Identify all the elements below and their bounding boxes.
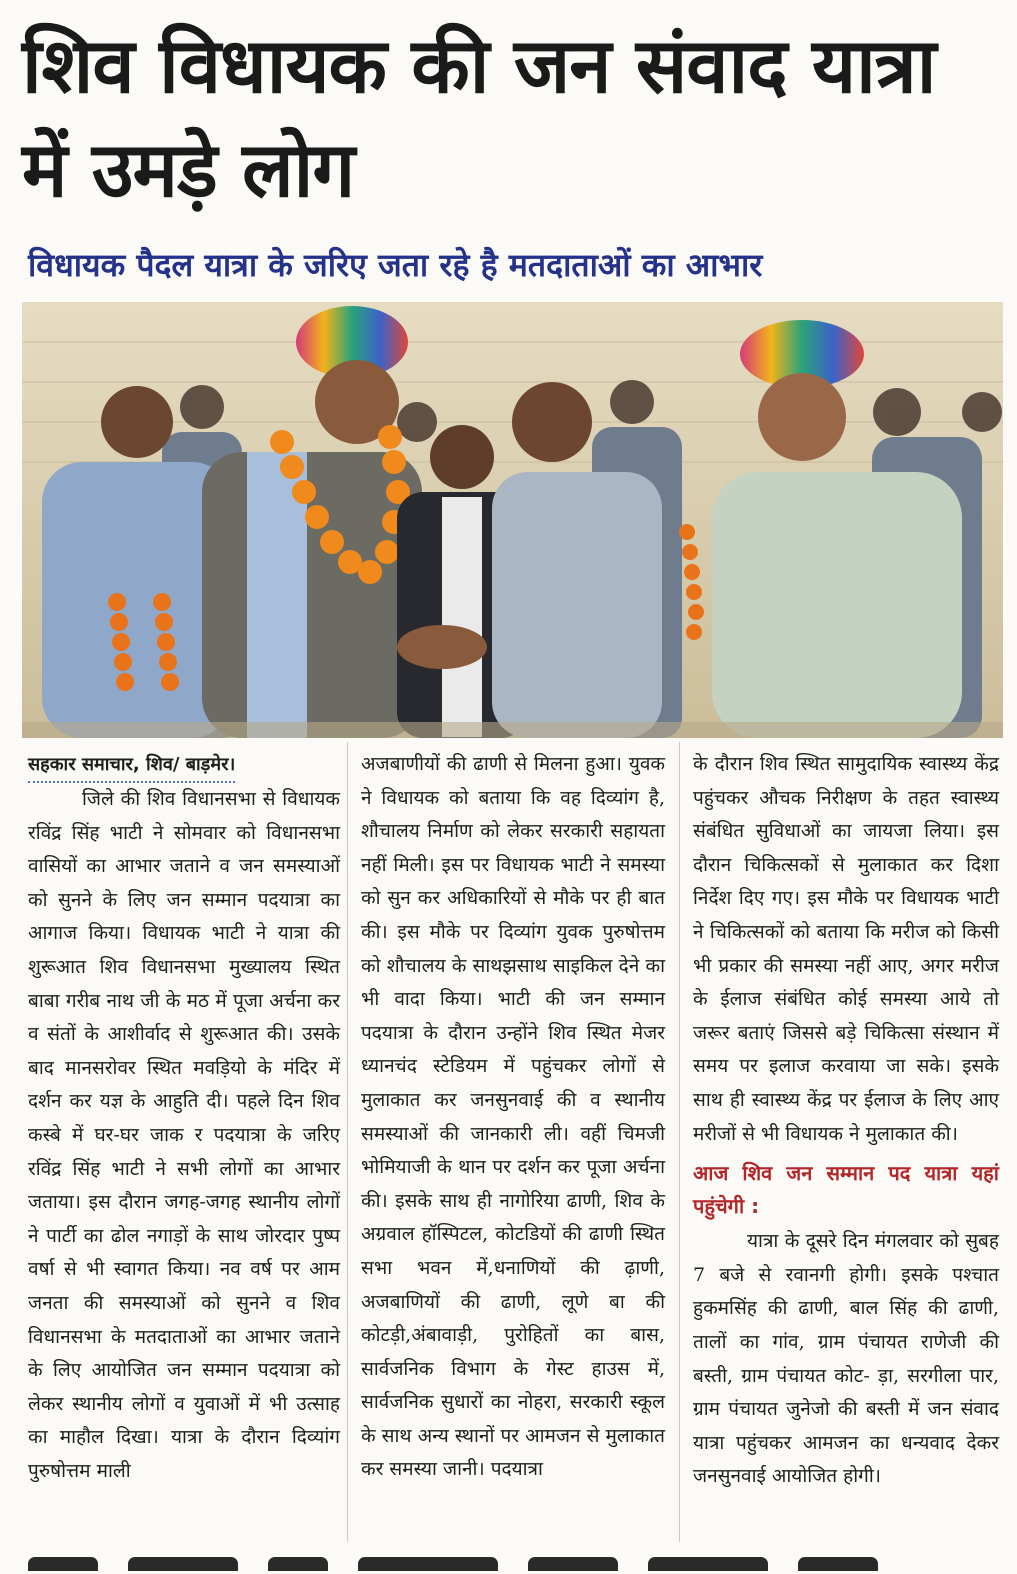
news-photo	[22, 302, 1003, 738]
dateline: सहकार समाचार, शिव/ बाड़मेर।	[28, 751, 235, 783]
section-heading: आज शिव जन सम्मान पद यात्रा यहां पहुंचेगी :	[693, 1161, 999, 1219]
article-paragraph: यात्रा के दूसरे दिन मंगलवार को सुबह 7 बजे से रवानगी होगी। इसके पश्चात हुकमसिंह की ढाणी, बाल सिंह की ढाणी, तालों का गांव, ग्राम पंचायत राणेजी की बस्ती, ग्राम पंचायत कोट- ड़ा, सरगीला पार, ग्राम पंचायत जुनेजो की बस्ती में जन संवाद यात्रा पहुंचकर आमजन का धन्यवाद देकर जनसुनवाई आयोजित होगी।	[693, 1230, 999, 1488]
column-divider	[679, 742, 680, 1542]
article-column-3	[693, 748, 999, 1494]
article-column-1	[28, 748, 340, 1488]
article-column-2	[361, 748, 665, 1487]
article-paragraph: जिले की शिव विधानसभा से विधायक रविंद्र सिंह भाटी ने सोमवार को विधानसभा वासियों का आभार जताने व जन समस्याओं को सुनने के लिए जन सम्मान पदयात्रा का आगाज किया। विधायक भाटी ने यात्रा की शुरूआत शिव विधानसभा मुख्यालय स्थित बाबा गरीब नाथ जी के मठ में पूजा अर्चना कर व संतों के आशीर्वाद से शुरूआत की। उसके बाद मानसरोवर स्थित मवड़ियो के मंदिर में दर्शन कर यज्ञ के आहुति दी। पहले दिन शिव कस्बे में घर-घर जाक र पदयात्रा के जरिए रविंद्र सिंह भाटी ने सभी लोगों का आभार जताया। इस दौरान जगह-जगह स्थानीय लोगों ने पार्टी का ढोल नगाड़ों के साथ जोरदार पुष्प वर्षा से भी स्वागत किया। नव वर्ष पर आम जनता की समस्याओं को सुनने व शिव विधानसभा के मतदाताओं का आभार जताने के लिए आयोजित जन सम्मान पदयात्रा को लेकर स्थानीय लोगों व युवाओं में भी उत्साह का माहौल दिखा। यात्रा के दौरान दिव्यांग पुरुषोत्तम माली	[28, 788, 340, 1482]
article-paragraph: अजबाणीयों की ढाणी से मिलना हुआ। युवक ने विधायक को बताया कि वह दिव्यांग है, शौचालय निर्माण को लेकर सरकारी सहायता नहीं मिली। इस पर विधायक भाटी ने समस्या को सुन कर अधिकारियों से मौके पर ही बात की। इस मौके पर दिव्यांग युवक पुरुषोत्तम को शौचालय के साथझसाथ साइकिल देने का भी वादा किया। भाटी की जन सम्मान पदयात्रा के दौरान उन्होंने शिव स्थित मेजर ध्यानचंद स्टेडियम में पहुंचकर लोगों से मुलाकात कर जनसुनवाई की व स्थानीय समस्याओं की जानकारी ली। वहीं चिमजी भोमियाजी के थान पर दर्शन कर पूजा अर्चना की। इसके साथ ही नागोरिया ढाणी, शिव के अग्रवाल हॉस्पिटल, कोटडियों की ढाणी स्थित सभा भवन में,धनाणियों की ढ़ाणी, अजबाणियों की ढाणी, लूणे बा की कोटड़ी,अंबावाड़ी, पुरोहितों का बास, सार्वजनिक विभाग के गेस्ट हाउस में, सार्वजनिक सुधारों का नोहरा, सरकारी स्कूल के साथ अन्य स्थानों पर आमजन से मुलाकात कर समस्या जानी। पदयात्रा	[361, 753, 665, 1481]
column-divider	[347, 742, 348, 1542]
article-paragraph: के दौरान शिव स्थित सामुदायिक स्वास्थ्य केंद्र पहुंचकर औचक निरीक्षण के तहत स्वास्थ्य संबंधित सुविधाओं का जायजा लिया। इस दौरान चिकित्सकों से मुलाकात कर दिशा निर्देश दिए गए। इस मौके पर विधायक भाटी ने चिकित्सकों को बताया कि मरीज को किसी भी प्रकार की समस्या नहीं आए, अगर मरीज के ईलाज संबंधित कोई समस्या आये तो जरूर बताएं जिससे बड़े चिकित्सा संस्थान में समय पर इलाज करवाया जा सके। इसके साथ ही स्वास्थ्य केंद्र पर ईलाज के लिए आए मरीजों से भी विधायक ने मुलाकात की।	[693, 753, 999, 1145]
photo-illustration	[22, 302, 1003, 738]
next-article-cutoff	[28, 1556, 998, 1574]
headline: शिव विधायक की जन संवाद यात्रा में उमड़े लोग	[22, 21, 936, 214]
subheadline: विधायक पैदल यात्रा के जरिए जता रहे है मतदाताओं का आभार	[28, 246, 763, 284]
